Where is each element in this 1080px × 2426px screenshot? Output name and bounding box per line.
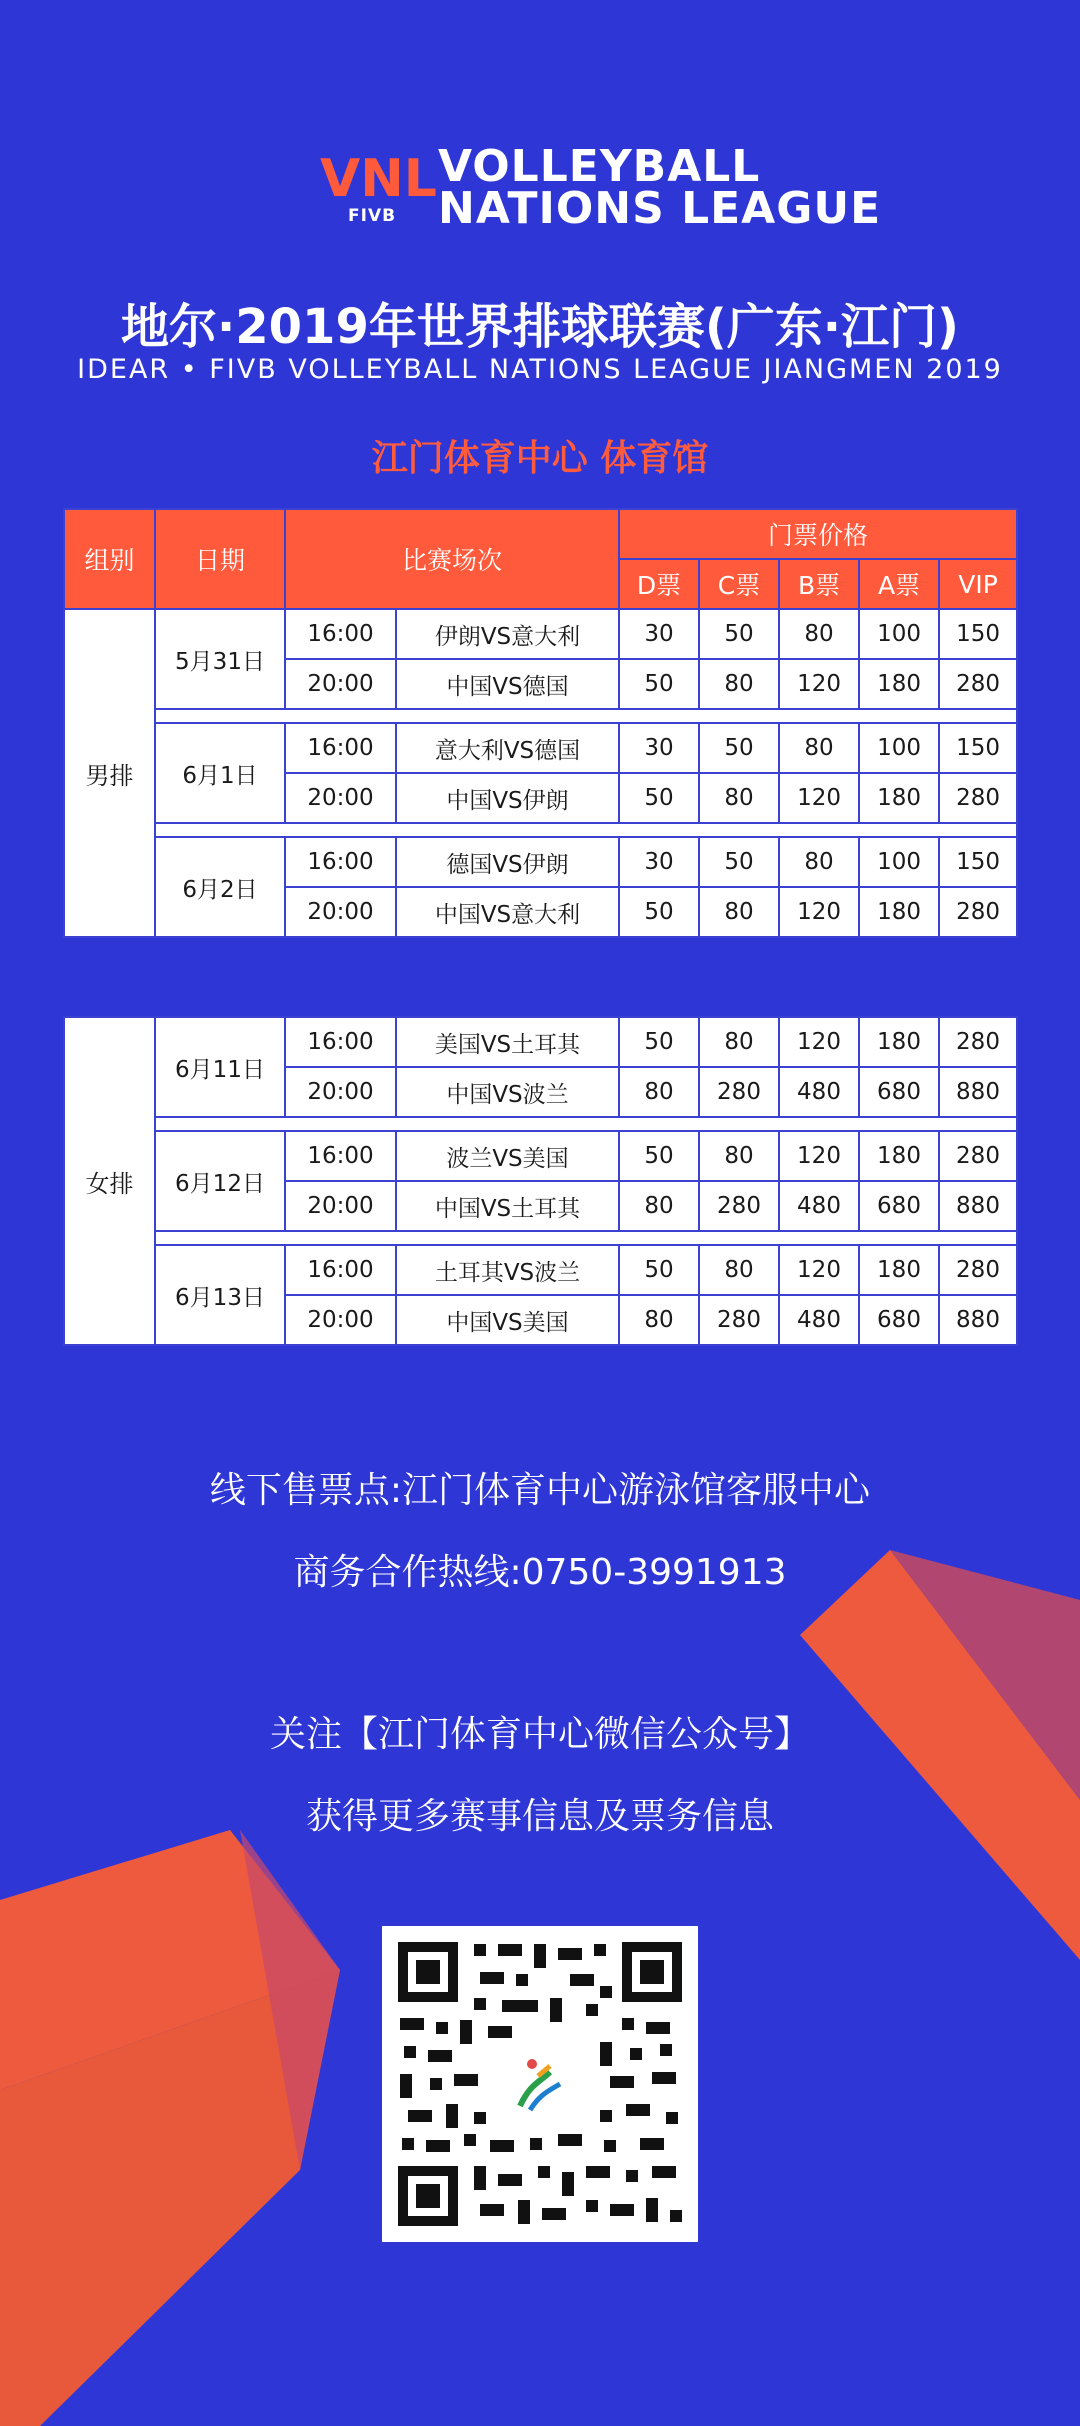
date-cell: 5月31日	[155, 609, 285, 709]
spacer-cell	[155, 823, 1017, 837]
ribbon-left-decoration	[0, 1810, 360, 2426]
date-cell: 6月1日	[155, 723, 285, 823]
price-vip-cell: 150	[939, 609, 1017, 659]
price-a-cell: 680	[859, 1067, 939, 1117]
vnl-logo	[320, 140, 882, 240]
spacer-cell	[155, 709, 1017, 723]
price-a-cell: 180	[859, 1017, 939, 1067]
price-a-cell: 100	[859, 723, 939, 773]
women-schedule-table	[63, 1016, 1018, 1346]
price-vip-cell: 280	[939, 1017, 1017, 1067]
price-b-cell: 120	[779, 773, 859, 823]
price-a-cell: 100	[859, 837, 939, 887]
header-group: 组别	[64, 509, 155, 609]
match-cell: 中国VS德国	[396, 659, 619, 709]
date-cell: 6月11日	[155, 1017, 285, 1117]
price-a-cell: 180	[859, 1131, 939, 1181]
price-c-cell: 50	[699, 723, 779, 773]
price-b-cell: 480	[779, 1067, 859, 1117]
price-d-cell: 80	[619, 1181, 699, 1231]
price-vip-cell: 880	[939, 1067, 1017, 1117]
vnl-wordmark: VOLLEYBALL NATIONS LEAGUE	[438, 141, 882, 234]
price-a-cell: 180	[859, 773, 939, 823]
ticket-point-text: 线下售票点:江门体育中心游泳馆客服中心	[209, 1470, 871, 1511]
price-b-cell: 120	[779, 887, 859, 937]
price-vip-cell: 280	[939, 659, 1017, 709]
header-a-ticket: A票	[859, 559, 939, 609]
time-cell: 16:00	[285, 609, 396, 659]
row-spacer	[64, 1231, 1017, 1245]
match-cell: 中国VS美国	[396, 1295, 619, 1345]
venue-label: 江门体育中心 体育馆	[371, 438, 709, 479]
table-row	[64, 609, 1017, 659]
header-vip-ticket: VIP	[939, 559, 1017, 609]
price-b-cell: 480	[779, 1295, 859, 1345]
title-english: IDEAR • FIVB VOLLEYBALL NATIONS LEAGUE JIANGMEN 2019	[77, 354, 1003, 385]
price-b-cell: 80	[779, 837, 859, 887]
table-row	[64, 1245, 1017, 1295]
price-b-cell: 480	[779, 1181, 859, 1231]
price-d-cell: 50	[619, 887, 699, 937]
match-cell: 伊朗VS意大利	[396, 609, 619, 659]
svg-text:VNL: VNL	[320, 149, 437, 209]
title-chinese: 地尔·2019年世界排球联赛(广东·江门)	[121, 299, 959, 355]
match-cell: 美国VS土耳其	[396, 1017, 619, 1067]
price-b-cell: 120	[779, 1245, 859, 1295]
price-d-cell: 50	[619, 1131, 699, 1181]
price-d-cell: 80	[619, 1067, 699, 1117]
follow-text: 关注【江门体育中心微信公众号】	[269, 1714, 810, 1755]
price-a-cell: 680	[859, 1181, 939, 1231]
time-cell: 20:00	[285, 773, 396, 823]
date-cell: 6月2日	[155, 837, 285, 937]
price-vip-cell: 280	[939, 1131, 1017, 1181]
table-row	[64, 1131, 1017, 1181]
price-a-cell: 180	[859, 1245, 939, 1295]
price-a-cell: 180	[859, 659, 939, 709]
qr-code[interactable]	[382, 1926, 698, 2242]
price-d-cell: 80	[619, 1295, 699, 1345]
spacer-cell	[155, 1117, 1017, 1131]
header-c-ticket: C票	[699, 559, 779, 609]
match-cell: 中国VS土耳其	[396, 1181, 619, 1231]
price-c-cell: 80	[699, 1245, 779, 1295]
match-cell: 土耳其VS波兰	[396, 1245, 619, 1295]
match-cell: 德国VS伊朗	[396, 837, 619, 887]
price-a-cell: 680	[859, 1295, 939, 1345]
price-d-cell: 30	[619, 609, 699, 659]
price-c-cell: 80	[699, 659, 779, 709]
men-table-body	[64, 609, 1017, 937]
time-cell: 20:00	[285, 659, 396, 709]
price-c-cell: 50	[699, 837, 779, 887]
women-table-body	[64, 1017, 1017, 1345]
time-cell: 20:00	[285, 1067, 396, 1117]
match-cell: 中国VS波兰	[396, 1067, 619, 1117]
more-info-text: 获得更多赛事信息及票务信息	[305, 1796, 774, 1837]
match-cell: 中国VS伊朗	[396, 773, 619, 823]
time-cell: 16:00	[285, 1017, 396, 1067]
time-cell: 20:00	[285, 1181, 396, 1231]
qr-code-icon	[390, 1934, 690, 2234]
price-a-cell: 180	[859, 887, 939, 937]
price-vip-cell: 280	[939, 1245, 1017, 1295]
price-vip-cell: 280	[939, 887, 1017, 937]
match-cell: 波兰VS美国	[396, 1131, 619, 1181]
date-cell: 6月13日	[155, 1245, 285, 1345]
price-d-cell: 50	[619, 773, 699, 823]
price-vip-cell: 150	[939, 723, 1017, 773]
table-row	[64, 837, 1017, 887]
time-cell: 16:00	[285, 837, 396, 887]
price-c-cell: 80	[699, 1131, 779, 1181]
group-cell: 男排	[64, 609, 155, 937]
ribbon-right-decoration	[780, 1530, 1080, 2030]
price-c-cell: 280	[699, 1295, 779, 1345]
match-cell: 中国VS意大利	[396, 887, 619, 937]
price-d-cell: 50	[619, 1245, 699, 1295]
price-c-cell: 50	[699, 609, 779, 659]
price-b-cell: 120	[779, 1131, 859, 1181]
price-d-cell: 30	[619, 837, 699, 887]
price-vip-cell: 150	[939, 837, 1017, 887]
time-cell: 20:00	[285, 887, 396, 937]
price-c-cell: 80	[699, 1017, 779, 1067]
row-spacer	[64, 1117, 1017, 1131]
price-d-cell: 30	[619, 723, 699, 773]
header-b-ticket: B票	[779, 559, 859, 609]
time-cell: 16:00	[285, 723, 396, 773]
price-d-cell: 50	[619, 659, 699, 709]
time-cell: 16:00	[285, 1131, 396, 1181]
header-match: 比赛场次	[285, 509, 619, 609]
price-vip-cell: 880	[939, 1295, 1017, 1345]
spacer-cell	[155, 1231, 1017, 1245]
price-d-cell: 50	[619, 1017, 699, 1067]
price-b-cell: 80	[779, 609, 859, 659]
fivb-label: FIVB	[348, 206, 397, 226]
price-vip-cell: 880	[939, 1181, 1017, 1231]
price-a-cell: 100	[859, 609, 939, 659]
price-b-cell: 80	[779, 723, 859, 773]
row-spacer	[64, 709, 1017, 723]
time-cell: 20:00	[285, 1295, 396, 1345]
time-cell: 16:00	[285, 1245, 396, 1295]
header-price: 门票价格	[619, 509, 1017, 559]
price-c-cell: 80	[699, 773, 779, 823]
header-date: 日期	[155, 509, 285, 609]
table-row	[64, 1017, 1017, 1067]
price-b-cell: 120	[779, 1017, 859, 1067]
price-c-cell: 280	[699, 1181, 779, 1231]
price-b-cell: 120	[779, 659, 859, 709]
header-d-ticket: D票	[619, 559, 699, 609]
match-cell: 意大利VS德国	[396, 723, 619, 773]
price-vip-cell: 280	[939, 773, 1017, 823]
price-c-cell: 280	[699, 1067, 779, 1117]
price-c-cell: 80	[699, 887, 779, 937]
hotline-text: 商务合作热线:0750-3991913	[293, 1552, 787, 1593]
row-spacer	[64, 823, 1017, 837]
table-row	[64, 723, 1017, 773]
group-cell: 女排	[64, 1017, 155, 1345]
men-schedule-table	[63, 508, 1018, 938]
date-cell: 6月12日	[155, 1131, 285, 1231]
